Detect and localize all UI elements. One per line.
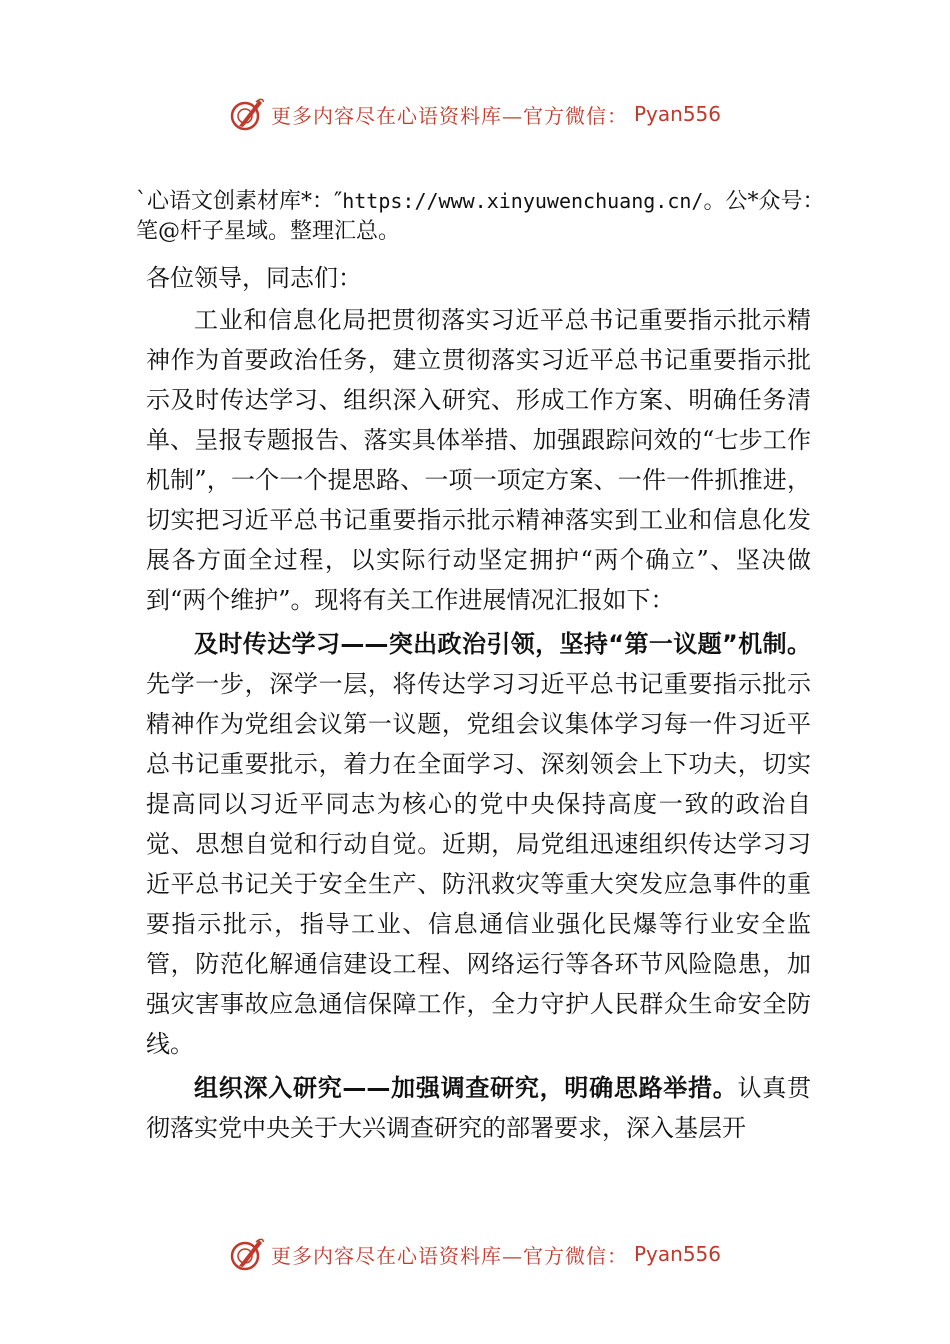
banner-wechat-id: Pyan556 — [633, 102, 721, 126]
source-note — [136, 186, 836, 247]
source-note-prefix: `心语文创素材库*：″ — [136, 189, 343, 214]
section-2-body: 认真贯彻落实党中央关于大兴调查研究的部署要求，深入基层开 — [146, 1074, 812, 1142]
document-body — [146, 258, 811, 1148]
header-banner — [0, 92, 950, 136]
section-2-heading: 组织深入研究——加强调查研究，明确思路举措。 — [194, 1074, 738, 1102]
banner-text: 更多内容尽在心语资料库—官方微信： — [270, 103, 628, 128]
section-2-paragraph — [146, 1068, 811, 1148]
section-1-paragraph — [146, 624, 811, 1064]
footer-banner-text: 更多内容尽在心语资料库—官方微信： — [270, 1243, 628, 1268]
section-1-heading: 及时传达学习——突出政治引领，坚持“第一议题”机制。 — [194, 630, 811, 658]
quill-seal-logo-icon — [229, 96, 265, 132]
section-1-body: 先学一步，深学一层，将传达学习习近平总书记重要指示批示精神作为党组会议第一议题，党组会议集体学习每一件习近平总书记重要批示，着力在全面学习、深刻领会上下功夫，切实提高同以习近平同志为核心的党中央保持高度一致的政治自觉、思想自觉和行动自觉。近期，局党组迅速组织传达学习习近平总书记关于安全生产、防汛救灾等重大突发应急事件的重要指示批示，指导工业、信息通信业强化民爆等行业安全监管，防范化解通信建设工程、网络运行等各环节风险隐患，加强灾害事故应急通信保障工作，全力守护人民群众生命安全防线。 — [146, 670, 811, 1058]
footer-banner — [0, 1232, 950, 1276]
intro-paragraph: 工业和信息化局把贯彻落实习近平总书记重要指示批示精神作为首要政治任务，建立贯彻落实习近平总书记重要指示批示及时传达学习、组织深入研究、形成工作方案、明确任务清单、呈报专题报告、落实具体举措、加强跟踪问效的“七步工作机制”，一个一个提思路、一项一项定方案、一件一件抓推进，切实把习近平总书记重要指示批示精神落实到工业和信息化发展各方面全过程，以实际行动坚定拥护“两个确立”、坚决做到“两个维护”。现将有关工作进展情况汇报如下： — [146, 306, 811, 614]
footer-banner-wechat-id: Pyan556 — [633, 1242, 721, 1266]
source-url[interactable]: https://www.xinyuwenchuang.cn/ — [342, 189, 704, 213]
greeting: 各位领导，同志们： — [146, 264, 362, 292]
quill-seal-logo-icon — [229, 1236, 265, 1272]
source-note-suffix: 。公*众号：笔@杆子星域。整理汇总。 — [136, 189, 825, 244]
